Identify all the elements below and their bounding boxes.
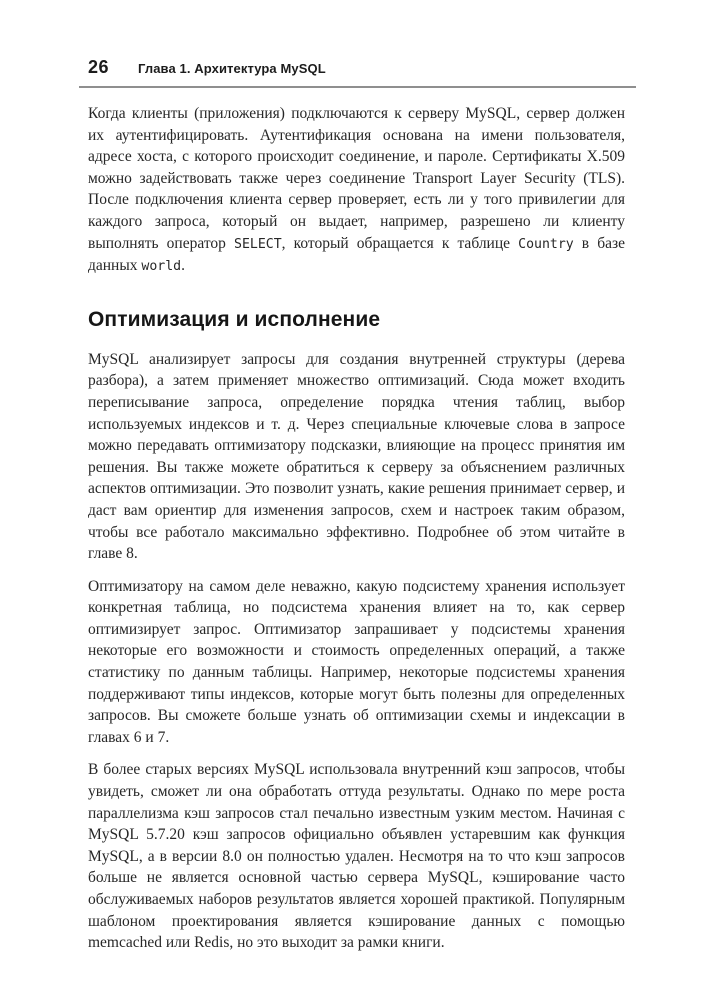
page-number: 26	[88, 57, 110, 77]
paragraph-optimizer-overview: MySQL анализирует запросы для создания внутренней структуры (дерева разбора), а затем применяет множество оптимизаций. Сюда может входить переписывание запроса, определение порядка чтения таблиц, выбор используемых индексов и т. д. Через специальные ключевые слова в запросе можно передавать оптимизатору подсказки, влияющие на процесс принятия им решения. Вы также можете обратиться к серверу за объяснением различных аспектов оптимизации. Это позволит узнать, какие решения принимает сервер, и даст вам ориентир для изменения запросов, схем и настроек таким образом, чтобы все работало максимально эффективно. Подробнее об этом читайте в главе 8.	[88, 350, 625, 563]
page-header	[88, 57, 632, 78]
paragraph-storage-engine: Оптимизатору на самом деле неважно, какую подсистему хранения использует конкретная таблица, но подсистема хранения влияет на то, как сервер оптимизирует запрос. Оптимизатор запрашивает у подсистемы хранения некоторые его возможности и стоимость определенных операций, а также статистику по данным таблицы. Например, некоторые подсистемы хранения поддерживают типы индексов, которые могут быть полезны для определенных запросов. Вы сможете больше узнать об оптимизации схемы и индексации в главах 6 и 7.	[88, 577, 625, 746]
page-body	[88, 103, 625, 965]
chapter-title: Глава 1. Архитектура MySQL	[138, 61, 326, 76]
paragraph-authentication: Когда клиенты (приложения) подключаются к серверу MySQL, сервер должен их аутентифицировать. Аутентификация основана на имени пользователя, адресе хоста, с которого происходит соединение, и пароле. Сертификаты X.509 можно задействовать также через соединение Transport Layer Security (TLS). После подключения клиента сервер проверяет, есть ли у того привилегии для каждого запроса, который он выдает, например, разрешено ли клиенту выполнять оператор SELECT, который обращается к таблице Country в базе данных world.	[88, 105, 625, 275]
header-rule	[79, 86, 636, 88]
section-heading: Оптимизация и исполнение	[88, 307, 381, 331]
paragraph-query-cache: В более старых версиях MySQL использовала внутренний кэш запросов, чтобы увидеть, сможет ли она обработать оттуда результаты. Однако по мере роста параллелизма кэш запросов стал печально известным узким местом. Начиная с MySQL 5.7.20 кэш запросов официально объявлен устаревшим как функция MySQL, а в версии 8.0 он полностью удален. Несмотря на то что кэш запросов больше не является основной частью сервера MySQL, кэширование часто обслуживаемых наборов результатов является хорошей практикой. Популярным шаблоном проектирования является кэширование данных с помощью memcached или Redis, но это выходит за рамки книги.	[88, 761, 625, 952]
